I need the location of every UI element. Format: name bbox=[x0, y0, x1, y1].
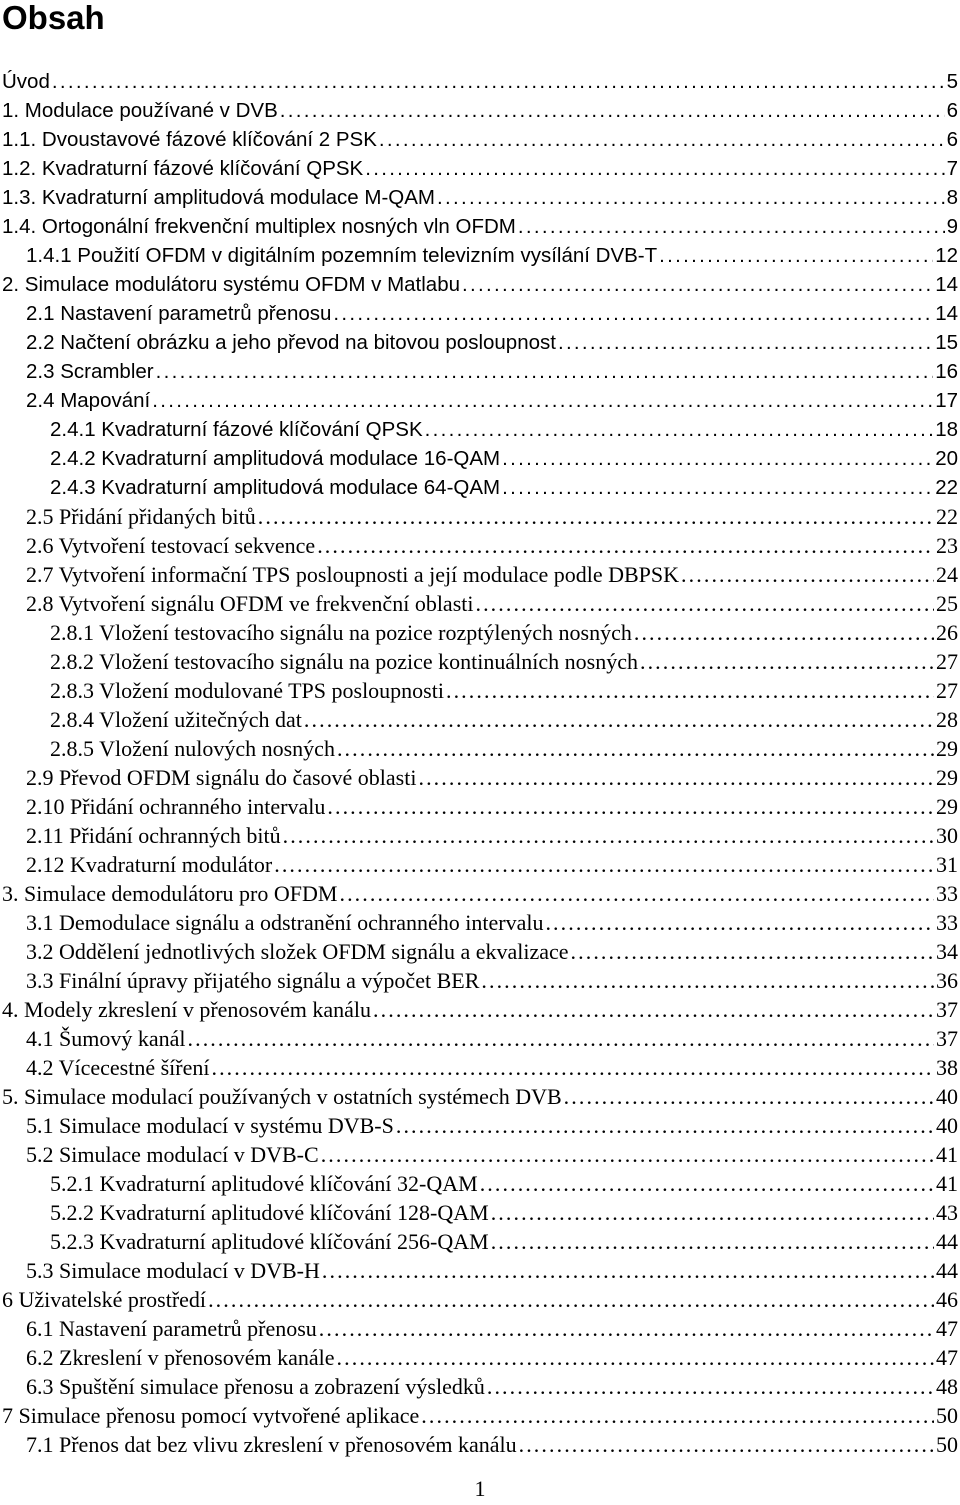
toc-entry[interactable] bbox=[0, 1198, 960, 1227]
toc-entry-page: 34 bbox=[936, 939, 958, 964]
toc-entry[interactable] bbox=[0, 1111, 960, 1140]
toc-dot-leader bbox=[480, 1169, 934, 1198]
toc-dot-leader bbox=[317, 531, 934, 560]
toc-entry-page: 44 bbox=[936, 1258, 958, 1283]
toc-dot-leader bbox=[491, 1198, 934, 1227]
toc-entry[interactable] bbox=[0, 1082, 960, 1111]
toc-entry[interactable] bbox=[0, 821, 960, 850]
toc-entry-page: 40 bbox=[936, 1084, 958, 1109]
toc-dot-leader bbox=[258, 502, 934, 531]
toc-entry[interactable] bbox=[0, 183, 960, 212]
toc-dot-leader bbox=[558, 328, 933, 357]
toc-dot-leader bbox=[379, 125, 945, 154]
toc-dot-leader bbox=[283, 821, 934, 850]
toc-entry[interactable] bbox=[0, 908, 960, 937]
toc-entry-title: 2.8.1 Vložení testovacího signálu na pozice rozptýlených nosných bbox=[50, 620, 632, 645]
toc-entry[interactable] bbox=[0, 328, 960, 357]
toc-dot-leader bbox=[571, 937, 934, 966]
toc-dot-leader bbox=[462, 270, 933, 299]
toc-entry-title: 6 Uživatelské prostředí bbox=[2, 1287, 207, 1312]
toc-dot-leader bbox=[339, 879, 934, 908]
toc-entry[interactable] bbox=[0, 560, 960, 589]
toc-entry-title: 5.1 Simulace modulací v systému DVB-S bbox=[26, 1113, 394, 1138]
toc-entry-title: 5.2.2 Kvadraturní aplitudové klíčování 128-QAM bbox=[50, 1200, 489, 1225]
toc-entry[interactable] bbox=[0, 589, 960, 618]
toc-dot-leader bbox=[321, 1140, 934, 1169]
toc-entry-page: 24 bbox=[936, 562, 958, 587]
toc-entry-title: 6.1 Nastavení parametrů přenosu bbox=[26, 1316, 317, 1341]
toc-entry[interactable] bbox=[0, 792, 960, 821]
toc-dot-leader bbox=[446, 676, 934, 705]
toc-dot-leader bbox=[421, 1401, 934, 1430]
toc-entry-page: 6 bbox=[946, 99, 958, 122]
toc-entry[interactable] bbox=[0, 357, 960, 386]
toc-entry-title: 6.2 Zkreslení v přenosovém kanále bbox=[26, 1345, 335, 1370]
toc-entry-title: 2.10 Přidání ochranného intervalu bbox=[26, 794, 326, 819]
toc-entry[interactable] bbox=[0, 67, 960, 96]
toc-entry[interactable] bbox=[0, 1343, 960, 1372]
toc-dot-leader bbox=[659, 241, 933, 270]
toc-entry[interactable] bbox=[0, 676, 960, 705]
toc-entry-page: 18 bbox=[935, 418, 958, 441]
toc-entry-title: 3. Simulace demodulátoru pro OFDM bbox=[2, 881, 338, 906]
toc-entry[interactable] bbox=[0, 212, 960, 241]
toc-entry-title: 2.5 Přidání přidaných bitů bbox=[26, 504, 256, 529]
toc-entry-title: 1.4. Ortogonální frekvenční multiplex nosných vln OFDM bbox=[2, 215, 516, 238]
toc-entry-title: 5.2 Simulace modulací v DVB-C bbox=[26, 1142, 319, 1167]
toc-entry-title: 3.1 Demodulace signálu a odstranění ochranného intervalu bbox=[26, 910, 544, 935]
toc-entry-page: 38 bbox=[936, 1055, 958, 1080]
toc-dot-leader bbox=[365, 154, 944, 183]
toc-entry-page: 22 bbox=[935, 476, 958, 499]
toc-dot-leader bbox=[437, 183, 945, 212]
toc-dot-leader bbox=[640, 647, 934, 676]
toc-entry[interactable] bbox=[0, 937, 960, 966]
toc-entry-page: 7 bbox=[946, 157, 958, 180]
toc-entry[interactable] bbox=[0, 270, 960, 299]
toc-entry-title: 2.4.3 Kvadraturní amplitudová modulace 64-QAM bbox=[50, 476, 501, 499]
toc-entry[interactable] bbox=[0, 531, 960, 560]
toc-entry-title: 1.1. Dvoustavové fázové klíčování 2 PSK bbox=[2, 128, 377, 151]
toc-entry[interactable] bbox=[0, 1401, 960, 1430]
toc-entry-title: 1.4.1 Použití OFDM v digitálním pozemním televizním vysílání DVB-T bbox=[26, 244, 658, 267]
toc-dot-leader bbox=[319, 1314, 934, 1343]
toc-dot-leader bbox=[274, 850, 934, 879]
toc-entry-page: 33 bbox=[936, 881, 958, 906]
toc-entry-title: 2.8.3 Vložení modulované TPS posloupnosti bbox=[50, 678, 444, 703]
toc-entry[interactable] bbox=[0, 1285, 960, 1314]
toc-entry-page: 36 bbox=[936, 968, 958, 993]
toc-dot-leader bbox=[396, 1111, 934, 1140]
toc-dot-leader bbox=[337, 1343, 934, 1372]
toc-entry-title: 4.2 Vícecestné šíření bbox=[26, 1055, 210, 1080]
toc-dot-leader bbox=[425, 415, 934, 444]
toc-entry-title: 1. Modulace používané v DVB bbox=[2, 99, 278, 122]
toc-entry-page: 33 bbox=[936, 910, 958, 935]
toc-entry-page: 15 bbox=[935, 331, 958, 354]
toc-entry-page: 14 bbox=[935, 302, 958, 325]
toc-entry-title: 2.4.2 Kvadraturní amplitudová modulace 16-QAM bbox=[50, 447, 501, 470]
toc-dot-leader bbox=[152, 386, 933, 415]
page-number: 1 bbox=[474, 1476, 486, 1501]
toc-dot-leader bbox=[418, 763, 934, 792]
toc-entry[interactable] bbox=[0, 415, 960, 444]
toc-entry-title: 1.3. Kvadraturní amplitudová modulace M-QAM bbox=[2, 186, 435, 209]
toc-entry-page: 27 bbox=[936, 649, 958, 674]
toc-entry-page: 47 bbox=[936, 1345, 958, 1370]
toc-entry-page: 17 bbox=[935, 389, 958, 412]
toc-entry[interactable] bbox=[0, 1169, 960, 1198]
toc-entry-title: 7.1 Přenos dat bez vlivu zkreslení v přenosovém kanálu bbox=[26, 1432, 517, 1457]
toc-dot-leader bbox=[188, 1024, 935, 1053]
toc-entry[interactable] bbox=[0, 1227, 960, 1256]
toc-entry-page: 40 bbox=[936, 1113, 958, 1138]
toc-dot-leader bbox=[519, 1430, 934, 1459]
toc-entry-page: 30 bbox=[936, 823, 958, 848]
toc-entry-title: 5.3 Simulace modulací v DVB-H bbox=[26, 1258, 320, 1283]
toc-dot-leader bbox=[502, 444, 933, 473]
toc-entry-title: 2.8.2 Vložení testovacího signálu na pozice kontinuálních nosných bbox=[50, 649, 638, 674]
toc-entry[interactable] bbox=[0, 879, 960, 908]
toc-entry[interactable] bbox=[0, 444, 960, 473]
toc-entry-page: 29 bbox=[936, 736, 958, 761]
toc-entry-page: 29 bbox=[936, 794, 958, 819]
toc-entry-page: 9 bbox=[946, 215, 958, 238]
table-of-contents bbox=[0, 67, 960, 1459]
toc-entry[interactable] bbox=[0, 473, 960, 502]
toc-entry[interactable] bbox=[0, 125, 960, 154]
toc-entry-title: 4. Modely zkreslení v přenosovém kanálu bbox=[2, 997, 372, 1022]
toc-entry-page: 44 bbox=[936, 1229, 958, 1254]
toc-dot-leader bbox=[280, 96, 945, 125]
toc-entry-page: 46 bbox=[936, 1287, 958, 1312]
toc-entry-page: 50 bbox=[936, 1432, 958, 1457]
toc-dot-leader bbox=[487, 1372, 934, 1401]
toc-entry-page: 5 bbox=[946, 70, 958, 93]
toc-dot-leader bbox=[491, 1227, 934, 1256]
toc-entry-page: 43 bbox=[936, 1200, 958, 1225]
toc-entry[interactable] bbox=[0, 299, 960, 328]
toc-dot-leader bbox=[518, 212, 945, 241]
toc-entry-page: 41 bbox=[936, 1142, 958, 1167]
toc-entry-page: 28 bbox=[936, 707, 958, 732]
toc-entry-page: 20 bbox=[935, 447, 958, 470]
toc-dot-leader bbox=[333, 299, 933, 328]
toc-entry[interactable] bbox=[0, 1372, 960, 1401]
toc-entry-title: 2. Simulace modulátoru systému OFDM v Matlabu bbox=[2, 273, 460, 296]
toc-entry-title: 2.8.4 Vložení užitečných dat bbox=[50, 707, 302, 732]
toc-entry-page: 50 bbox=[936, 1403, 958, 1428]
page-title: Obsah bbox=[2, 0, 105, 36]
toc-entry-page: 37 bbox=[936, 1026, 958, 1051]
toc-entry[interactable] bbox=[0, 1430, 960, 1459]
toc-entry-page: 27 bbox=[936, 678, 958, 703]
toc-entry-title: 2.1 Nastavení parametrů přenosu bbox=[26, 302, 332, 325]
toc-dot-leader bbox=[545, 908, 934, 937]
toc-entry-title: 2.4.1 Kvadraturní fázové klíčování QPSK bbox=[50, 418, 423, 441]
toc-entry-page: 26 bbox=[936, 620, 958, 645]
toc-entry-page: 16 bbox=[935, 360, 958, 383]
toc-entry-title: 2.11 Přidání ochranných bitů bbox=[26, 823, 281, 848]
toc-entry-page: 48 bbox=[936, 1374, 958, 1399]
toc-entry[interactable] bbox=[0, 966, 960, 995]
toc-dot-leader bbox=[211, 1053, 934, 1082]
toc-entry[interactable] bbox=[0, 618, 960, 647]
toc-dot-leader bbox=[373, 995, 934, 1024]
toc-dot-leader bbox=[475, 589, 934, 618]
toc-entry-page: 31 bbox=[936, 852, 958, 877]
toc-entry-page: 29 bbox=[936, 765, 958, 790]
toc-entry-title: 1.2. Kvadraturní fázové klíčování QPSK bbox=[2, 157, 364, 180]
toc-entry[interactable] bbox=[0, 1314, 960, 1343]
toc-entry-page: 22 bbox=[936, 504, 958, 529]
toc-entry[interactable] bbox=[0, 734, 960, 763]
toc-entry[interactable] bbox=[0, 763, 960, 792]
toc-dot-leader bbox=[634, 618, 934, 647]
toc-entry-title: 2.8.5 Vložení nulových nosných bbox=[50, 736, 335, 761]
toc-entry-title: 5.2.1 Kvadraturní aplitudové klíčování 32-QAM bbox=[50, 1171, 478, 1196]
toc-entry-title: 3.2 Oddělení jednotlivých složek OFDM signálu a ekvalizace bbox=[26, 939, 569, 964]
toc-entry-page: 25 bbox=[936, 591, 958, 616]
toc-entry[interactable] bbox=[0, 241, 960, 270]
toc-entry-title: 2.9 Převod OFDM signálu do časové oblasti bbox=[26, 765, 417, 790]
toc-entry[interactable] bbox=[0, 1140, 960, 1169]
toc-dot-leader bbox=[52, 67, 945, 96]
toc-entry-title: 6.3 Spuštění simulace přenosu a zobrazení výsledků bbox=[26, 1374, 485, 1399]
toc-dot-leader bbox=[481, 966, 934, 995]
toc-entry-page: 8 bbox=[946, 186, 958, 209]
toc-entry[interactable] bbox=[0, 705, 960, 734]
toc-dot-leader bbox=[208, 1285, 934, 1314]
toc-entry-page: 37 bbox=[936, 997, 958, 1022]
toc-dot-leader bbox=[156, 357, 934, 386]
toc-dot-leader bbox=[564, 1082, 934, 1111]
toc-dot-leader bbox=[304, 705, 934, 734]
toc-entry[interactable] bbox=[0, 502, 960, 531]
toc-entry[interactable] bbox=[0, 647, 960, 676]
toc-entry[interactable] bbox=[0, 1256, 960, 1285]
toc-entry-title: 3.3 Finální úpravy přijatého signálu a výpočet BER bbox=[26, 968, 480, 993]
toc-entry[interactable] bbox=[0, 850, 960, 879]
toc-entry-page: 41 bbox=[936, 1171, 958, 1196]
toc-entry-page: 6 bbox=[946, 128, 958, 151]
toc-entry-title: 2.4 Mapování bbox=[26, 389, 151, 412]
toc-entry[interactable] bbox=[0, 995, 960, 1024]
toc-entry-title: 2.6 Vytvoření testovací sekvence bbox=[26, 533, 316, 558]
toc-entry[interactable] bbox=[0, 386, 960, 415]
toc-dot-leader bbox=[327, 792, 934, 821]
toc-entry-title: 4.1 Šumový kanál bbox=[26, 1026, 186, 1051]
toc-entry[interactable] bbox=[0, 96, 960, 125]
toc-entry-title: Úvod bbox=[2, 70, 50, 93]
toc-entry[interactable] bbox=[0, 1053, 960, 1082]
toc-dot-leader bbox=[681, 560, 934, 589]
toc-dot-leader bbox=[337, 734, 934, 763]
toc-dot-leader bbox=[322, 1256, 934, 1285]
toc-dot-leader bbox=[502, 473, 933, 502]
toc-entry-title: 2.7 Vytvoření informační TPS posloupnosti a její modulace podle DBPSK bbox=[26, 562, 680, 587]
toc-entry-title: 5. Simulace modulací používaných v ostatních systémech DVB bbox=[2, 1084, 562, 1109]
toc-entry-title: 5.2.3 Kvadraturní aplitudové klíčování 256-QAM bbox=[50, 1229, 489, 1254]
toc-entry-page: 14 bbox=[935, 273, 958, 296]
toc-entry-title: 2.12 Kvadraturní modulátor bbox=[26, 852, 273, 877]
toc-entry-title: 7 Simulace přenosu pomocí vytvořené aplikace bbox=[2, 1403, 420, 1428]
toc-entry-title: 2.2 Načtení obrázku a jeho převod na bitovou posloupnost bbox=[26, 331, 556, 354]
toc-entry-title: 2.8 Vytvoření signálu OFDM ve frekvenční oblasti bbox=[26, 591, 474, 616]
toc-entry[interactable] bbox=[0, 154, 960, 183]
toc-entry-title: 2.3 Scrambler bbox=[26, 360, 154, 383]
toc-entry[interactable] bbox=[0, 1024, 960, 1053]
toc-entry-page: 12 bbox=[935, 244, 958, 267]
toc-entry-page: 47 bbox=[936, 1316, 958, 1341]
toc-entry-page: 23 bbox=[936, 533, 958, 558]
